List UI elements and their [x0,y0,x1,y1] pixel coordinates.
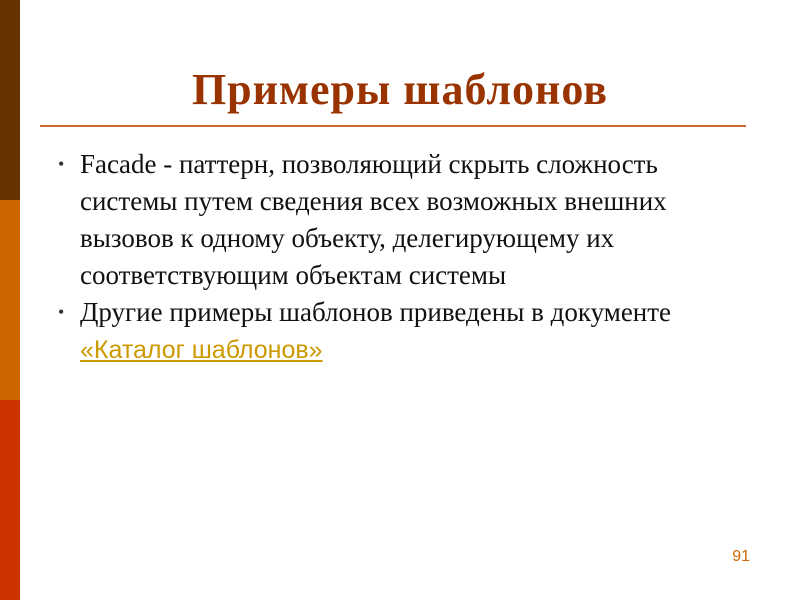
bullet-item-facade [50,146,750,294]
slide-title: Примеры шаблонов [191,65,609,114]
bullet-item-other-examples [50,294,750,369]
slide-content [50,146,750,369]
side-bar-middle [0,200,20,400]
bullet-text: Facade - паттерн, позволяющий скрыть сложность системы путем сведения всех возможных внешних вызовов к одному объекту, делегирующему их соответствующим объектам системы [80,149,667,290]
catalog-link[interactable]: «Каталог шаблонов» [80,336,323,364]
page-number: 91 [732,548,750,565]
bullet-icon: • [58,154,65,174]
title-underline [40,125,746,127]
side-bar-bottom [0,400,20,600]
bullet-icon: • [58,302,65,322]
bullet-text: Другие примеры шаблонов приведены в документе [80,297,672,327]
